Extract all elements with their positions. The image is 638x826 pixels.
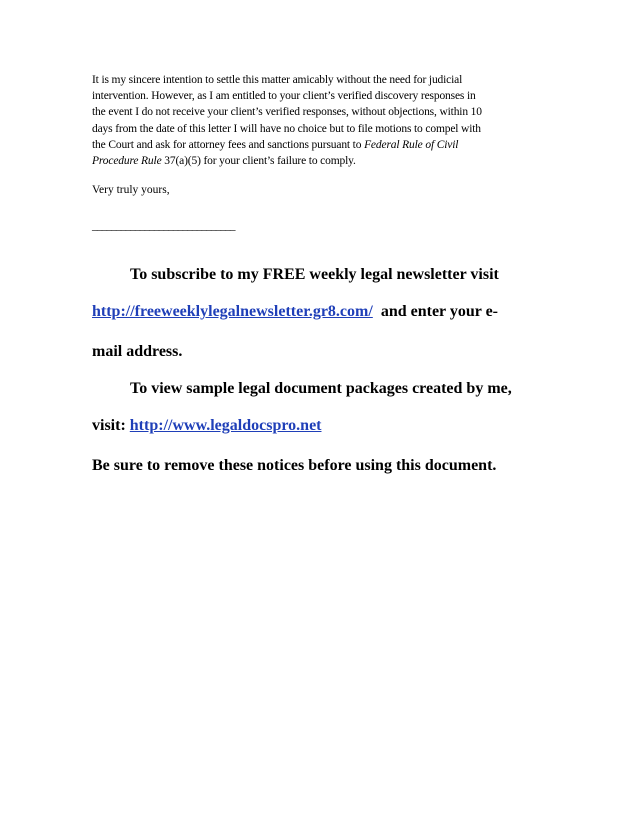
paragraph-line (92, 153, 552, 169)
visit-label: visit: (92, 417, 126, 434)
rule-citation-italic: Procedure Rule (92, 155, 162, 168)
newsletter-notice-line (92, 303, 498, 321)
paragraph-line: It is my sincere intention to settle this matter amicably without the need for judicial (92, 74, 463, 86)
remove-notices-warning: Be sure to remove these notices before using this document. (92, 457, 497, 474)
letter-paragraph (92, 72, 552, 169)
newsletter-link[interactable]: http://freeweeklylegalnewsletter.gr8.com/ (92, 303, 373, 320)
enter-email-text-cont: mail address. (92, 343, 183, 360)
subscribe-notice: To subscribe to my FREE weekly legal newsletter visit (130, 266, 499, 283)
visit-notice-line (92, 417, 322, 435)
sample-docs-notice: To view sample legal document packages created by me, (130, 380, 512, 397)
enter-email-text: and enter your e- (380, 303, 498, 320)
document-page (92, 72, 552, 474)
paragraph-text: the Court and ask for attorney fees and sanctions pursuant to (92, 138, 365, 151)
paragraph-line: intervention. However, as I am entitled to your client’s verified discovery responses in (92, 90, 476, 103)
paragraph-line: the event I do not receive your client’s verified responses, without objections, within 10 (92, 106, 482, 119)
legaldocspro-link[interactable]: http://www.legaldocspro.net (129, 417, 322, 434)
paragraph-line: days from the date of this letter I will have no choice but to file motions to compel with (92, 122, 481, 135)
paragraph-line (92, 137, 552, 153)
closing-salutation: Very truly yours, (92, 184, 170, 197)
paragraph-text: 37(a)(5) for your client’s failure to comply. (161, 155, 356, 168)
signature-line: ______________________________ (92, 220, 235, 233)
rule-citation-italic: Federal Rule of Civil (364, 138, 459, 151)
